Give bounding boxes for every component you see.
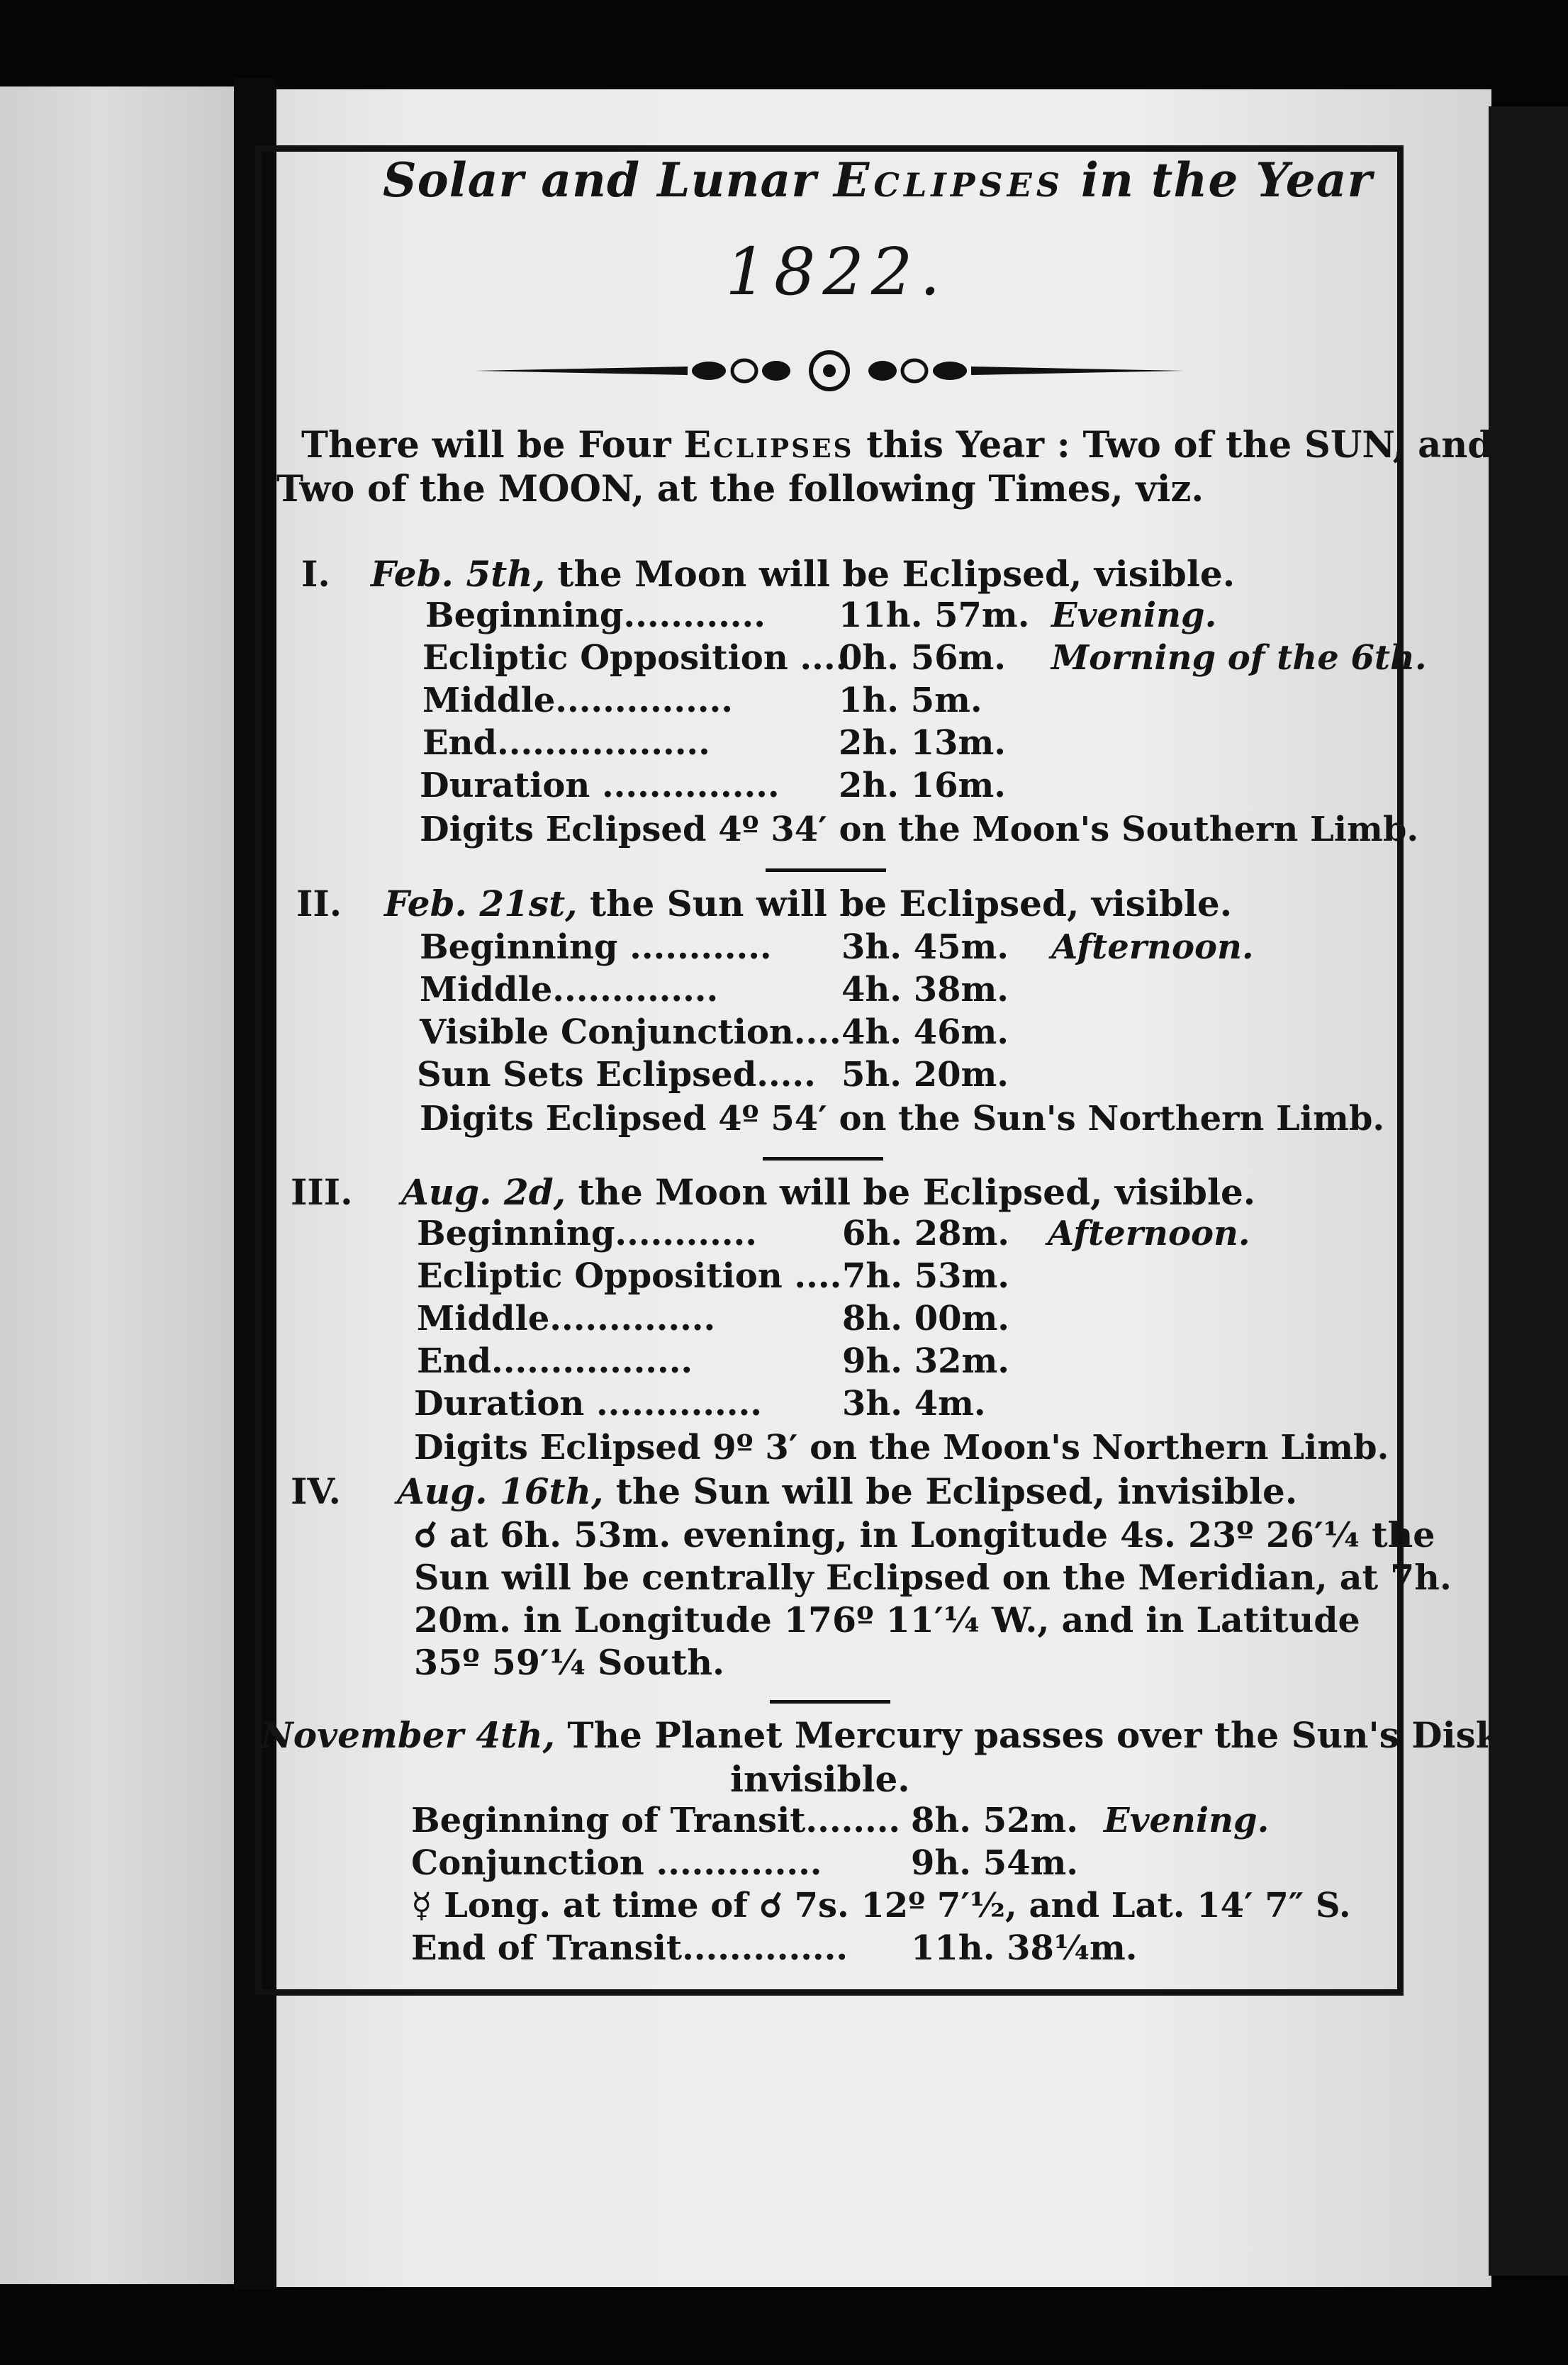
row-label: End of Transit.............. (411, 1928, 849, 1968)
row-note: Afternoon. (1051, 927, 1254, 967)
eclipse-row (417, 1256, 1048, 1296)
eclipse-row (420, 1012, 1051, 1052)
row-time: 9h. 32m. (842, 1341, 1010, 1381)
row-time: 8h. 52m. (911, 1801, 1079, 1840)
row-time: 9h. 54m. (911, 1843, 1079, 1883)
eclipse-3-heading (291, 1171, 1255, 1213)
section-rule (763, 1157, 883, 1161)
row-time: 3h. 45m. (841, 927, 1009, 967)
row-label: Beginning............ (425, 596, 766, 635)
row-time: 4h. 38m. (841, 970, 1009, 1010)
eclipse-row (417, 1299, 1048, 1338)
row-label: Middle.............. (417, 1299, 716, 1338)
row-time: 7h. 53m. (842, 1256, 1010, 1296)
transit-longitude: ☿ Long. at time of ☌ 7s. 12º 7′½, and Lat. 14′ 7″ S. (411, 1886, 1351, 1925)
intro-text-c: this Year : Two of the SUN, and (853, 424, 1493, 466)
row-time: 3h. 4m. (842, 1384, 986, 1424)
eclipse-heading-text: the Sun will be Eclipsed, invisible. (615, 1470, 1298, 1512)
eclipse-row (417, 1214, 1250, 1253)
row-time: 4h. 46m. (841, 1012, 1009, 1052)
row-label: End.................. (422, 723, 710, 763)
eclipse-date: Aug. 2d, (401, 1171, 566, 1213)
eclipse-row (414, 1384, 1048, 1424)
left-facing-page (0, 86, 250, 2284)
eclipse-numeral: II. (296, 883, 342, 924)
row-label: Ecliptic Opposition .... (422, 638, 848, 678)
eclipse-4-line: Sun will be centrally Eclipsed on the Meridian, at 7h. (414, 1557, 1452, 1598)
eclipse-date: Feb. 5th, (371, 553, 545, 595)
eclipse-digits: Digits Eclipsed 4º 54′ on the Sun's Northern Limb. (420, 1099, 1385, 1139)
section-rule (766, 868, 886, 872)
row-time: 11h. 38¼m. (911, 1928, 1138, 1968)
eclipse-4-heading (291, 1470, 1297, 1512)
eclipse-row (422, 723, 1051, 763)
title-year: 1822. (725, 234, 948, 310)
intro-line-2: Two of the MOON, at the following Times, viz. (276, 468, 1204, 510)
row-label: Beginning............ (417, 1214, 757, 1253)
row-time: 6h. 28m. (842, 1214, 1010, 1253)
eclipse-row (417, 1341, 1048, 1381)
row-label: Duration .............. (414, 1384, 762, 1424)
transit-heading-text: The Planet Mercury passes over the Sun's Disk, (567, 1714, 1513, 1756)
row-label: Conjunction .............. (411, 1843, 822, 1883)
row-note: Morning of the 6th. (1051, 638, 1427, 678)
row-label: Ecliptic Opposition .... (417, 1256, 842, 1296)
intro-line-1 (301, 424, 1493, 466)
eclipse-2-heading (296, 883, 1232, 924)
eclipse-4-line: ☌ at 6h. 53m. evening, in Longitude 4s. 23º 26′¼ the (414, 1514, 1435, 1555)
row-time: 11h. 57m. (839, 596, 1030, 635)
eclipse-numeral: III. (291, 1171, 353, 1213)
eclipse-digits: Digits Eclipsed 4º 34′ on the Moon's Southern Limb. (420, 810, 1419, 849)
row-label: Beginning of Transit........ (411, 1801, 901, 1840)
row-time: 5h. 20m. (841, 1055, 1009, 1095)
right-page-edge (1489, 106, 1568, 2276)
eclipse-row (420, 927, 1254, 967)
transit-row (411, 1801, 1269, 1840)
eclipse-1-heading (301, 553, 1235, 595)
eclipse-heading-text: the Moon will be Eclipsed, visible. (557, 553, 1236, 595)
row-label: Duration ............... (420, 766, 780, 805)
row-time: 1h. 5m. (839, 681, 982, 720)
row-label: End................. (417, 1341, 693, 1381)
intro-eclipses-word: Eclipses (683, 424, 854, 466)
eclipse-4-line: 35º 59′¼ South. (414, 1642, 725, 1683)
eclipse-digits: Digits Eclipsed 9º 3′ on the Moon's Northern Limb. (414, 1428, 1389, 1467)
row-time: 0h. 56m. (839, 638, 1007, 678)
eclipse-date: Aug. 16th, (397, 1470, 604, 1512)
eclipse-row (422, 638, 1427, 678)
row-note: Evening. (1104, 1801, 1270, 1840)
eclipse-row (420, 970, 1051, 1010)
title-part3: in the Year (1063, 152, 1373, 208)
row-label: Beginning ............ (420, 927, 772, 967)
row-note: Afternoon. (1048, 1214, 1250, 1253)
page-title (383, 152, 1373, 208)
transit-heading-2: invisible. (730, 1758, 910, 1800)
eclipse-numeral: I. (301, 553, 330, 595)
row-time: 2h. 16m. (839, 766, 1007, 805)
eclipse-row (422, 681, 1051, 720)
transit-heading (261, 1714, 1513, 1756)
eclipse-heading-text: the Sun will be Eclipsed, visible. (590, 883, 1233, 924)
eclipse-row (425, 596, 1216, 635)
eclipse-row (417, 1055, 1051, 1095)
row-time: 2h. 13m. (839, 723, 1007, 763)
row-note: Evening. (1051, 596, 1217, 635)
eclipse-row (420, 766, 1051, 805)
title-eclipses-word: Eclipses (834, 152, 1064, 208)
row-label: Visible Conjunction.... (420, 1012, 841, 1052)
row-label: Sun Sets Eclipsed..... (417, 1055, 816, 1095)
eclipse-4-line: 20m. in Longitude 176º 11′¼ W., and in Latitude (414, 1599, 1360, 1640)
row-label: Middle.............. (420, 970, 719, 1010)
section-rule (770, 1700, 890, 1704)
eclipse-numeral: IV. (291, 1470, 341, 1512)
transit-end-row (411, 1928, 1137, 1968)
row-label: Middle............... (422, 681, 733, 720)
ornamental-divider (475, 346, 1184, 396)
title-part1: Solar and Lunar (383, 152, 834, 208)
transit-date: November 4th, (261, 1714, 555, 1756)
eclipse-heading-text: the Moon will be Eclipsed, visible. (578, 1171, 1256, 1213)
eclipse-date: Feb. 21st, (384, 883, 578, 924)
intro-text-a: There will be Four (301, 424, 684, 466)
transit-row (411, 1843, 1104, 1883)
row-time: 8h. 00m. (842, 1299, 1010, 1338)
